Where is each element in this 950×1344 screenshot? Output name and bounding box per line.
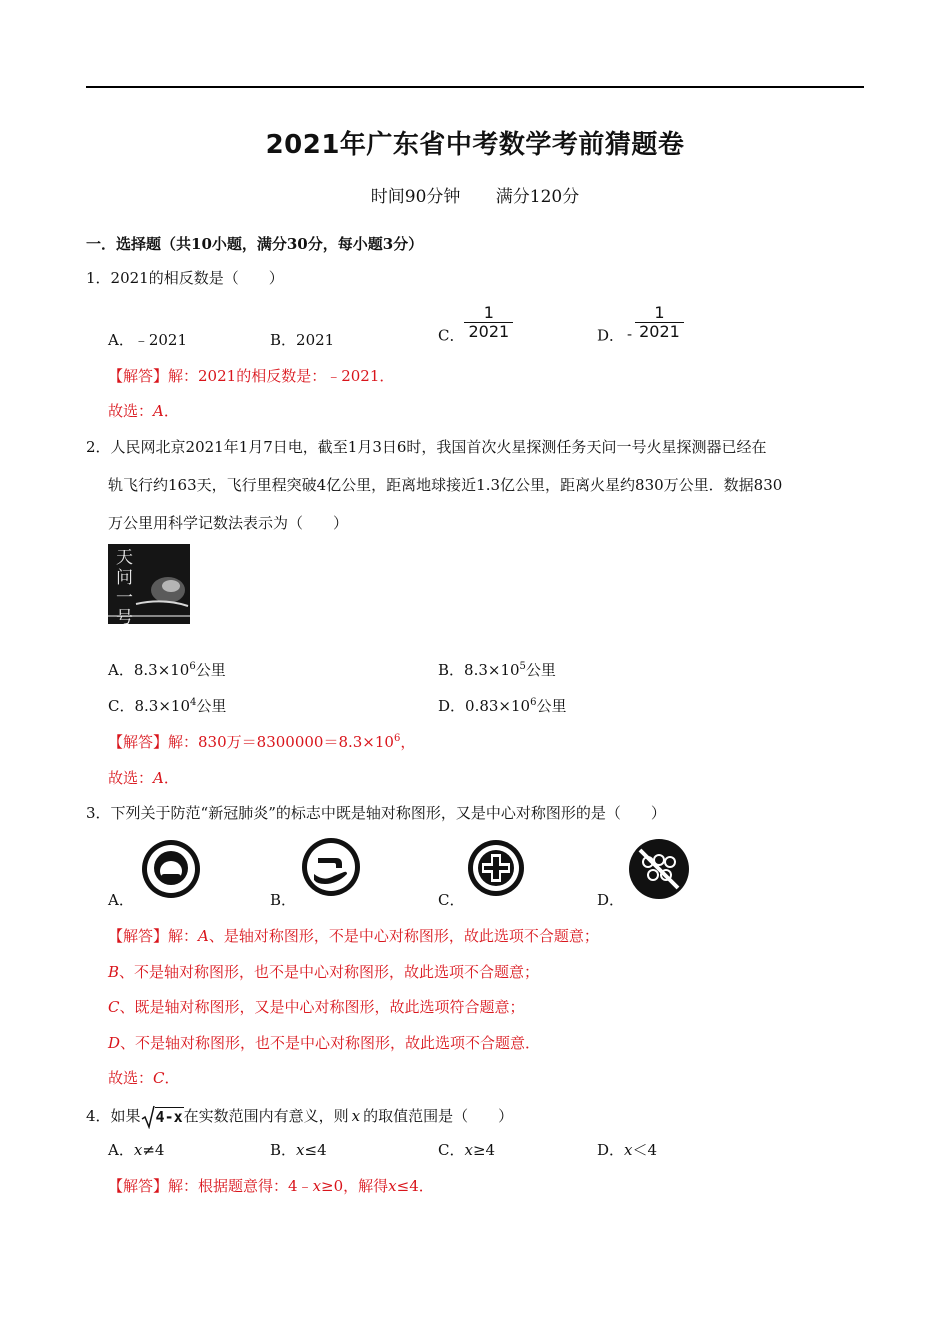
q1-option-a: A．﹣2021: [108, 331, 188, 349]
minus-sign: -: [627, 324, 633, 343]
option-text: A．8.3×10: [108, 661, 190, 679]
variable: x: [464, 1141, 473, 1159]
variable: x: [624, 1141, 633, 1159]
answer-tag: 【解答】: [108, 927, 169, 945]
fraction: [635, 304, 684, 341]
q2-stem-line2: 轨飞行约163天，飞行里程突破4亿公里，距离地球接近1.3亿公里，距离火星约830万公里．数据830: [108, 476, 783, 494]
q2-option-d: [438, 696, 566, 716]
unit: 公里: [536, 697, 567, 715]
option-letter: D: [108, 1034, 121, 1052]
radical-sign-icon: [141, 1105, 155, 1129]
q2-option-b: [438, 660, 556, 680]
exponent: 5: [519, 661, 526, 672]
conclusion-label: 故选：: [108, 402, 154, 420]
conclusion-end: ．: [163, 402, 179, 420]
exam-info: [0, 182, 950, 207]
unit: 公里: [195, 661, 226, 679]
option-value: ≤4: [304, 1141, 327, 1159]
fraction-numerator: 1: [654, 303, 665, 322]
q3-conclusion: [108, 1068, 180, 1088]
option-label: A．: [108, 1141, 134, 1159]
q3-answer-line4: [108, 1033, 540, 1053]
answer-text: 解：2021的相反数是：﹣2021．: [168, 367, 395, 385]
option-text: D．0.83×10: [438, 697, 531, 715]
q1-conclusion: [108, 401, 179, 421]
mask-face-icon: [140, 838, 202, 900]
q4-stem: [86, 1105, 513, 1129]
header-rule: [86, 86, 864, 88]
stem-text: 4．如果: [86, 1107, 141, 1125]
exponent: 6: [393, 733, 401, 744]
option-value: ≠4: [142, 1141, 165, 1159]
fraction: [464, 304, 513, 341]
q3-option-d-label: D．: [597, 891, 625, 909]
q1-answer: [108, 366, 394, 386]
square-root: [141, 1105, 184, 1129]
variable: x: [133, 1141, 143, 1159]
fraction-denominator: 2021: [635, 322, 684, 341]
option-label: B．: [270, 1141, 297, 1159]
conclusion-value: A: [153, 769, 164, 787]
unit: 公里: [525, 661, 556, 679]
option-value: ＜4: [632, 1141, 658, 1159]
answer-text: 、不是轴对称图形，也不是中心对称图形，故此选项不合题意．: [120, 1034, 541, 1052]
q4-answer: [108, 1176, 434, 1196]
tianwen-caption: 天问一号: [116, 548, 133, 624]
variable: x: [296, 1141, 305, 1159]
option-text: B．8.3×10: [438, 661, 520, 679]
answer-tag: 【解答】: [108, 1177, 169, 1195]
conclusion-label: 故选：: [108, 1069, 154, 1087]
answer-text: 、是轴对称图形，不是中心对称图形，故此选项不合题意；: [208, 927, 599, 945]
q3-answer-line1: [108, 926, 599, 946]
q3-option-b-label: B．: [270, 891, 297, 909]
conclusion-label: 故选：: [108, 769, 154, 787]
exam-score: 满分120分: [495, 187, 580, 207]
q4-option-b: [270, 1140, 327, 1160]
answer-text: ≥0，解得: [321, 1177, 389, 1195]
radicand: 4-x: [155, 1108, 183, 1126]
fraction-denominator: 2021: [464, 322, 513, 341]
section-heading: 一．选择题（共10小题，满分30分，每小题3分）: [86, 235, 424, 253]
tianwen-image: [108, 544, 190, 624]
answer-prefix: 解：: [168, 927, 199, 945]
exam-time: 时间90分钟: [370, 187, 461, 207]
option-text: C．8.3×10: [108, 697, 190, 715]
conclusion-value: A: [153, 402, 164, 420]
stem-text: 的取值范围是（ ）: [363, 1107, 514, 1125]
q1-option-b: B．2021: [270, 331, 335, 349]
unit: 公里: [196, 697, 227, 715]
handwash-icon: [300, 836, 362, 898]
q2-stem-line3: 万公里用科学记数法表示为（ ）: [108, 514, 349, 532]
variable: x: [388, 1177, 397, 1195]
stem-text: 在实数范围内有意义，则: [183, 1107, 349, 1125]
option-letter: C: [108, 998, 120, 1016]
option-label: C．: [438, 1141, 465, 1159]
q3-option-c-label: C．: [438, 891, 465, 909]
q2-option-a: [108, 660, 226, 680]
no-crowd-icon: [628, 838, 690, 900]
exponent: 6: [189, 661, 196, 672]
page-title: 2021年广东省中考数学考前猜题卷: [265, 130, 685, 160]
conclusion-end: ．: [163, 769, 179, 787]
conclusion-value: C: [153, 1069, 165, 1087]
q2-conclusion: [108, 768, 179, 788]
exponent: 6: [530, 697, 537, 708]
answer-tag: 【解答】: [108, 367, 169, 385]
answer-end: ，: [400, 733, 416, 751]
option-letter: B: [108, 963, 120, 981]
q1-option-c-label: C．: [438, 326, 465, 345]
q3-option-a-label: A．: [108, 891, 134, 909]
option-letter: A: [198, 927, 209, 945]
answer-text: 、不是轴对称图形，也不是中心对称图形，故此选项不合题意；: [119, 963, 540, 981]
conclusion-end: ．: [164, 1069, 180, 1087]
answer-text: 解：根据题意得：4﹣: [168, 1177, 313, 1195]
q2-option-c: [108, 696, 226, 716]
option-label: D．: [597, 1141, 625, 1159]
answer-tag: 【解答】: [108, 733, 169, 751]
answer-text: ≤4．: [396, 1177, 434, 1195]
q1-stem: 1．2021的相反数是（ ）: [86, 269, 284, 287]
medical-cross-icon: [466, 838, 526, 898]
answer-text: 解：830万＝8300000＝8.3×10: [168, 733, 394, 751]
q4-option-c: [438, 1140, 495, 1160]
q4-option-d: [597, 1140, 657, 1160]
q1-option-c: [438, 304, 513, 346]
answer-text: 、既是轴对称图形，又是中心对称图形，故此选项符合题意；: [119, 998, 525, 1016]
variable: x: [351, 1107, 361, 1125]
fraction-numerator: 1: [483, 303, 494, 322]
q3-stem: 3．下列关于防范“新冠肺炎”的标志中既是轴对称图形，又是中心对称图形的是（ ）: [86, 804, 666, 822]
q3-answer-line2: [108, 962, 539, 982]
q2-stem-line1: 2．人民网北京2021年1月7日电，截至1月3日6时，我国首次火星探测任务天问一号火星探测器已经在: [86, 438, 767, 456]
q2-answer: [108, 732, 415, 752]
q1-option-d-label: D．: [597, 326, 625, 345]
q1-option-d: [597, 304, 684, 346]
q3-answer-line3: [108, 997, 525, 1017]
option-value: ≥4: [472, 1141, 496, 1159]
variable: x: [312, 1177, 322, 1195]
q4-option-a: [108, 1140, 164, 1160]
exponent: 4: [190, 697, 197, 708]
